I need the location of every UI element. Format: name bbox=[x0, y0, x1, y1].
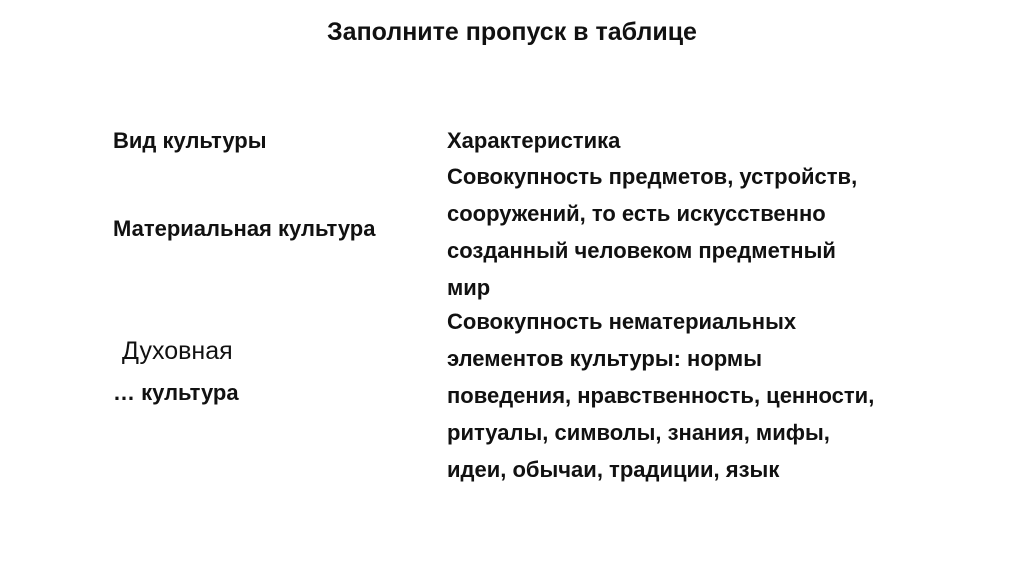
text-line: мир bbox=[447, 275, 491, 300]
text-line: ритуалы, символы, знания, мифы, bbox=[447, 420, 830, 445]
text-line: идеи, обычаи, традиции, язык bbox=[447, 457, 780, 482]
row-material-type: Материальная культура bbox=[113, 216, 376, 241]
header-culture-type: Вид культуры bbox=[113, 128, 267, 153]
header-characteristic: Характеристика bbox=[447, 128, 621, 153]
row-spiritual-characteristic bbox=[447, 303, 874, 488]
text-line: Совокупность нематериальных bbox=[447, 309, 797, 334]
text-line: созданный человеком предметный bbox=[447, 238, 836, 263]
row-spiritual-type-filled: Духовная bbox=[122, 337, 233, 365]
row-material-characteristic bbox=[447, 158, 857, 306]
text-line: Совокупность предметов, устройств, bbox=[447, 164, 858, 189]
text-line: элементов культуры: нормы bbox=[447, 346, 762, 371]
row-spiritual-type: … культура bbox=[113, 380, 239, 405]
slide-title: Заполните пропуск в таблице bbox=[327, 18, 697, 46]
text-line: сооружений, то есть искусственно bbox=[447, 201, 826, 226]
text-line: поведения, нравственность, ценности, bbox=[447, 383, 875, 408]
